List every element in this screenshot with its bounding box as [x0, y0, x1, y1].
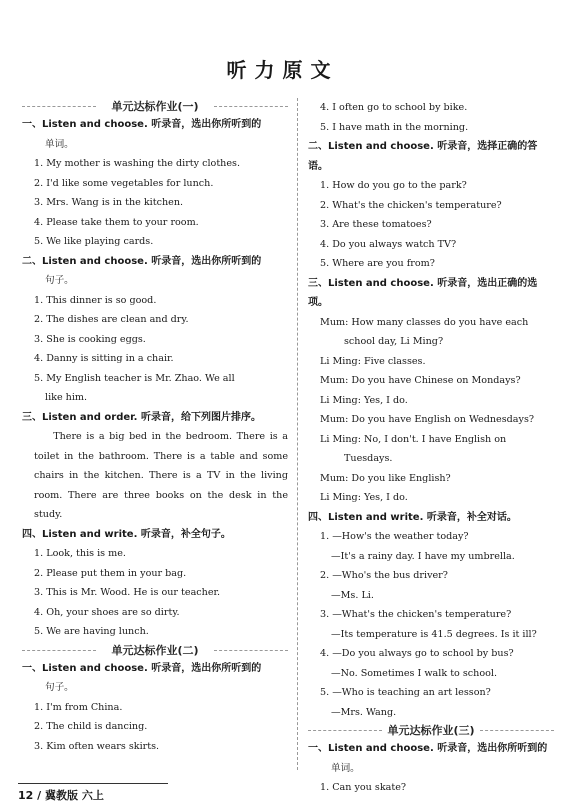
- list-item: 1. I'm from China.: [34, 701, 123, 713]
- page-footer: 12 / 冀教版 六上: [18, 789, 104, 802]
- list-item: 3. Are these tomatoes?: [320, 219, 432, 230]
- question-line: 2. —Who's the bus driver?: [320, 570, 448, 581]
- answer-line: —Its temperature is 41.5 degrees. Is it ill?: [331, 628, 537, 640]
- list-item: 4. I often go to school by bike.: [320, 102, 468, 113]
- list-item: 5. I have math in the morning.: [320, 121, 469, 133]
- section-heading: 四、Listen and write. 听录音，补全对话。: [308, 511, 517, 523]
- list-item: 4. Please take them to your room.: [34, 216, 199, 228]
- dialogue-line: Li Ming: No, I don't. I have English on Tuesdays.: [320, 433, 507, 464]
- list-item-cont: like him.: [45, 392, 88, 403]
- answer-line: —Mrs. Wang.: [331, 706, 397, 718]
- list-item: 5. My English teacher is Mr. Zhao. We all: [34, 372, 235, 384]
- left-column: [22, 98, 288, 756]
- unit-heading-2: 单元达标作业(二): [22, 642, 288, 659]
- list-item: 1. Can you skate?: [320, 782, 407, 793]
- question-line: 3. —What's the chicken's temperature?: [320, 609, 512, 620]
- list-item: 1. Look, this is me.: [34, 548, 126, 559]
- unit-heading-1: 单元达标作业(一): [22, 98, 288, 115]
- list-item: 2. What's the chicken's temperature?: [320, 199, 502, 211]
- list-item: 3. She is cooking eggs.: [34, 333, 146, 345]
- list-item: 3. Kim often wears skirts.: [34, 740, 160, 752]
- dialogue-line: Mum: Do you like English?: [320, 472, 451, 484]
- section-heading: 二、Listen and choose. 听录音，选出你所听到的: [22, 255, 262, 267]
- section-heading: 一、Listen and choose. 听录音，选出你所听到的: [308, 743, 548, 754]
- section-heading: 二、Listen and choose. 听录音，选择正确的答语。: [308, 141, 538, 172]
- list-item: 5. We are having lunch.: [34, 626, 149, 637]
- dialogue-line: Mum: Do you have English on Wednesdays?: [320, 414, 535, 425]
- list-item: 2. I'd like some vegetables for lunch.: [34, 177, 214, 189]
- list-item: 4. Do you always watch TV?: [320, 238, 457, 250]
- dialogue-line: Mum: How many classes do you have each school day, Li Ming?: [320, 316, 529, 347]
- answer-line: —Ms. Li.: [331, 589, 374, 601]
- section-heading: 四、Listen and write. 听录音，补全句子。: [22, 528, 231, 540]
- question-line: 1. —How's the weather today?: [320, 531, 469, 542]
- paragraph: There is a big bed in the bedroom. There is a toilet in the bathroom. There is a table and some chairs in the kitchen. There is a TV in the living room. There are three books on the desk in the study.: [34, 431, 288, 520]
- column-divider: [297, 98, 298, 770]
- list-item: 1. How do you go to the park?: [320, 180, 467, 191]
- list-item: 5. We like playing cards.: [34, 236, 154, 247]
- dialogue-line: Li Ming: Yes, I do.: [320, 394, 408, 406]
- list-item: 1. My mother is washing the dirty clothes.: [34, 158, 241, 169]
- section-heading: 三、Listen and choose. 听录音，选出正确的选项。: [308, 277, 538, 308]
- dialogue-line: Mum: Do you have Chinese on Mondays?: [320, 375, 521, 386]
- footer-rule: [18, 783, 168, 784]
- right-column: [308, 98, 554, 798]
- section-heading-cont: 单词。: [331, 762, 360, 774]
- list-item: 2. Please put them in your bag.: [34, 567, 187, 579]
- question-line: 5. —Who is teaching an art lesson?: [320, 687, 491, 698]
- list-item: 3. This is Mr. Wood. He is our teacher.: [34, 587, 221, 598]
- section-heading-cont: 句子。: [45, 682, 74, 693]
- section-heading-cont: 单词。: [45, 138, 74, 150]
- list-item: 4. Danny is sitting in a chair.: [34, 353, 174, 364]
- list-item: 2. The dishes are clean and dry.: [34, 314, 189, 325]
- list-item: 1. This dinner is so good.: [34, 294, 157, 306]
- answer-line: —It's a rainy day. I have my umbrella.: [331, 550, 515, 562]
- list-item: 3. Mrs. Wang is in the kitchen.: [34, 197, 184, 208]
- section-heading: 三、Listen and order. 听录音，给下列图片排序。: [22, 411, 261, 423]
- dialogue-line: Li Ming: Yes, I do.: [320, 492, 408, 503]
- list-item: 5. Where are you from?: [320, 258, 435, 269]
- question-line: 4. —Do you always go to school by bus?: [320, 648, 514, 659]
- section-heading-cont: 句子。: [45, 275, 74, 286]
- dialogue-line: Li Ming: Five classes.: [320, 355, 426, 367]
- list-item: 2. The child is dancing.: [34, 721, 148, 732]
- section-heading: 一、Listen and choose. 听录音，选出你所听到的: [22, 119, 262, 130]
- section-heading: 一、Listen and choose. 听录音，选出你所听到的: [22, 662, 262, 674]
- list-item: 4. Oh, your shoes are so dirty.: [34, 606, 180, 618]
- unit-heading-3: 单元达标作业(三): [308, 722, 554, 739]
- page-title: 听力原文: [226, 58, 339, 82]
- answer-line: —No. Sometimes I walk to school.: [331, 667, 498, 679]
